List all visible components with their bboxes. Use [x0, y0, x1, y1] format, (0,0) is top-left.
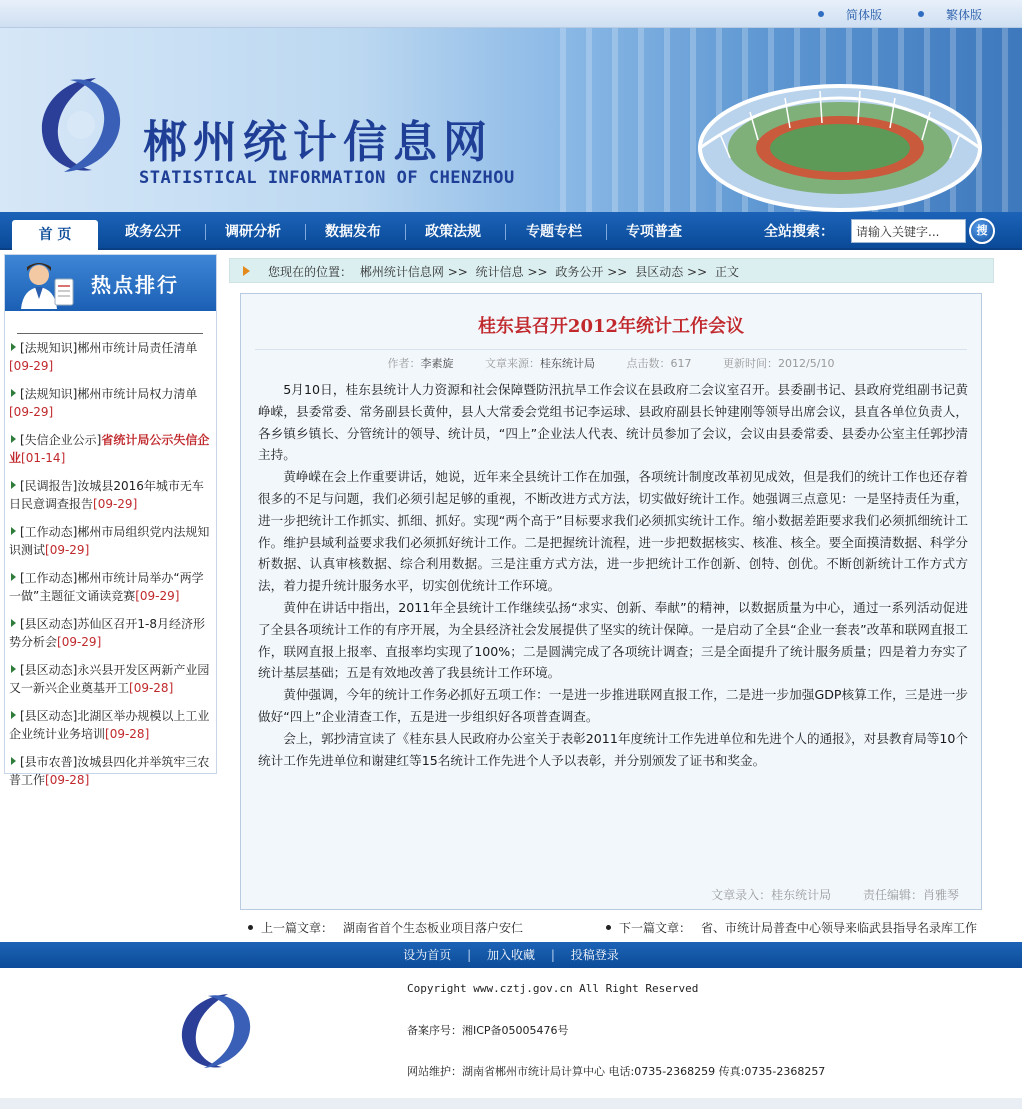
- search-input[interactable]: [851, 219, 966, 243]
- arrow-icon: [11, 711, 16, 719]
- bullet-icon: [918, 11, 924, 17]
- hot-ranking-item[interactable]: [7, 337, 216, 377]
- site-title: 郴州统计信息网: [143, 117, 493, 168]
- article-paragraph: 黄峥嵘在会上作重要讲话，她说，近年来全县统计工作在加强，各项统计制度改革初见成效，但是我们的统计工作也还存着很多的不足与问题，我们必须引起足够的重视，不断改进方式方法，切实做好统计工作。她强调三点意见：一是坚持责任为重，进一步把统计工作抓实、抓细、抓好。实现“两个高于”目标要求我们必须抓实统计工作。缩小数据差距要求我们必须抓细统计工作。维护县域利益要求我们必须抓好统计工作。二是把握统计流程，进一步把数据核实、核准、核全。要全面摸清数据、科学分析数据、认真审核数据、综合利用数据。三是注重方式方法，进一步把统计工作创新、创特、创优。不断创新统计工作方式方法，着力提升统计服务水平，切实创优统计工作环境。: [258, 469, 968, 594]
- hot-ranking-item-date: [09-29]: [135, 589, 180, 603]
- traditional-label: 繁体版: [945, 7, 982, 22]
- prev-article: [248, 919, 523, 936]
- breadcrumb-gov[interactable]: 政务公开: [555, 265, 604, 279]
- hot-ranking-item-date: [09-29]: [93, 497, 138, 511]
- hot-ranking-panel: [4, 254, 217, 787]
- hot-ranking-item[interactable]: [7, 383, 216, 423]
- updated-value: 2012/5/10: [778, 357, 835, 370]
- arrow-icon: [11, 481, 16, 489]
- hot-ranking-title: 热点排行: [91, 273, 179, 297]
- hot-ranking-item-date: [09-28]: [105, 727, 150, 741]
- breadcrumb-sep: >>: [447, 265, 468, 279]
- hot-ranking-item-title[interactable]: [民调报告]汝城县2016年城市无车日民意调查报告: [9, 479, 204, 511]
- nav-research[interactable]: 调研分析: [225, 224, 281, 240]
- nav-home[interactable]: 首 页: [12, 220, 98, 250]
- entry-label: 文章录入：: [711, 888, 772, 902]
- site-logo: [34, 70, 130, 180]
- source-label: 文章来源：: [485, 357, 541, 370]
- set-homepage-link[interactable]: 设为首页: [403, 948, 452, 962]
- arrow-icon: [11, 343, 16, 351]
- hot-ranking-item-date: [01-14]: [21, 451, 66, 465]
- hot-ranking-item-title[interactable]: [工作动态]郴州市统计局举办“两学一做”主题征文诵读竞赛: [9, 571, 204, 603]
- hot-ranking-item-date: [09-28]: [129, 681, 174, 695]
- hot-ranking-item-date: [09-29]: [9, 359, 54, 373]
- add-favorite-link[interactable]: 加入收藏: [486, 948, 535, 962]
- prev-article-link[interactable]: 湖南省首个生态板业项目落户安仁: [343, 921, 524, 935]
- breadcrumb-county[interactable]: 县区动态: [635, 265, 684, 279]
- simplified-label: 简体版: [845, 7, 882, 22]
- breadcrumb-stats-info[interactable]: 统计信息: [475, 265, 524, 279]
- hot-ranking-item[interactable]: [7, 521, 216, 561]
- prev-label: 上一篇文章：: [261, 921, 334, 935]
- hot-ranking-item-title[interactable]: [工作动态]郴州市局组织党内法规知识测试: [9, 525, 210, 557]
- next-article-link[interactable]: 省、市统计局普查中心领导来临武县指导名录库工作: [701, 921, 978, 935]
- stadium-image: [690, 68, 990, 212]
- hot-ranking-item[interactable]: [7, 659, 216, 699]
- arrow-icon: [11, 665, 16, 673]
- breadcrumb-sep: >>: [687, 265, 708, 279]
- nav-divider: [205, 224, 206, 240]
- submit-login-link[interactable]: 投稿登录: [570, 948, 619, 962]
- arrow-icon: [11, 573, 16, 581]
- article-paragraph: 黄仲强调，今年的统计工作务必抓好五项工作：一是进一步推进联网直报工作，二是进一步加强GDP核算工作，三是进一步做好“四上”企业清查工作，五是进一步组织好各项普查调查。: [258, 687, 968, 724]
- nav-divider: [606, 224, 607, 240]
- breadcrumb-home[interactable]: 郴州统计信息网: [359, 265, 444, 279]
- nav-divider: [305, 224, 306, 240]
- footer: [0, 968, 1022, 1109]
- nav-divider: [505, 224, 506, 240]
- site-subtitle: STATISTICAL INFORMATION OF CHENZHOU: [139, 168, 515, 188]
- arrow-icon: [11, 435, 16, 443]
- footer-sep: |: [550, 948, 555, 962]
- nav-data-release[interactable]: 数据发布: [325, 224, 381, 240]
- hot-ranking-item[interactable]: [7, 705, 216, 745]
- hot-ranking-item-date: [09-29]: [57, 635, 102, 649]
- hot-ranking-item[interactable]: [7, 475, 216, 515]
- article-paragraph: 黄仲在讲话中指出，2011年全县统计工作继续弘扬“求实、创新、奉献”的精神，以数据质量为中心，通过一系列活动促进了全县各项统计工作的有序开展，为全县经济社会发展提供了坚实的统计保障。一是启动了全县“企业一套表”改革和联网直报工作，联网直报上报率、直报率均实现了100%；二是圆满完成了各项统计调查；三是全面提升了统计服务质量；四是着力夯实了统计基层基础；五是有效地改善了我县统计工作环境。: [258, 599, 968, 681]
- nav-divider: [405, 224, 406, 240]
- hits-value: 617: [670, 357, 692, 370]
- hot-ranking-item-date: [09-29]: [9, 405, 54, 419]
- article-paragraph: 会上，郭抄清宣读了《桂东县人民政府办公室关于表彰2011年度统计工作先进单位和先进个人的通报》，对县教育局等10个统计工作先进单位和谢建红等15名统计工作先进个人予以表彰，并分别颁发了证书和奖金。: [258, 730, 968, 768]
- article-panel: [240, 293, 982, 910]
- hits-label: 点击数：: [626, 357, 671, 370]
- editor-label: 责任编辑：: [862, 888, 923, 902]
- nav-census[interactable]: 专项普查: [626, 224, 682, 240]
- hot-ranking-item-date: [09-29]: [45, 543, 90, 557]
- hot-ranking-item[interactable]: [7, 567, 216, 607]
- hot-ranking-item-title[interactable]: [县区动态]苏仙区召开1-8月经济形势分析会: [9, 617, 205, 649]
- hot-ranking-item-highlight[interactable]: 省统计局公示失信企业: [9, 433, 210, 465]
- article-paragraph: 5月10日，桂东县统计人力资源和社会保障暨防汛抗旱工作会议在县政府二会议室召开。县委副书记、县政府党组副书记黄峥嵘，县委常委、常务副县长黄仲，县人大常委会党组书记李运球、县政府副县长钟建刚等领导出席会议，县直各单位负责人，各乡镇乡镇长、分管统计的领导、统计员，“四上”企业法人代表、统计员参加了会议，会议由县委常委、县委办公室主任郭抄清主持。: [258, 382, 968, 463]
- simplified-link[interactable]: [818, 6, 882, 23]
- top-strip: [0, 0, 1022, 28]
- hot-ranking-item[interactable]: [7, 751, 216, 791]
- breadcrumb-current: 正文: [714, 265, 739, 279]
- article-body: [258, 379, 968, 771]
- author-label: 作者：: [387, 357, 421, 370]
- arrow-icon: [11, 619, 16, 627]
- editor-value: 肖雅琴: [922, 888, 959, 902]
- arrow-icon: [243, 266, 250, 276]
- next-article: [606, 919, 977, 936]
- hot-ranking-item-title[interactable]: [法规知识]郴州市统计局责任清单: [20, 341, 198, 355]
- article-footer: [711, 886, 959, 903]
- icp-record: 备案序号：湘ICP备05005476号: [407, 1024, 569, 1037]
- breadcrumb-sep: >>: [527, 265, 548, 279]
- hot-ranking-item-title[interactable]: [失信企业公示]: [20, 433, 102, 447]
- person-icon: [17, 259, 77, 309]
- footer-logo: [172, 988, 262, 1072]
- main-nav: [0, 212, 1022, 250]
- arrow-icon: [11, 527, 16, 535]
- author-value: 李素旋: [420, 357, 454, 370]
- next-label: 下一篇文章：: [619, 921, 692, 935]
- bullet-icon: [248, 925, 253, 930]
- hot-ranking-item[interactable]: [7, 429, 216, 469]
- bottom-bar: [0, 1098, 1022, 1109]
- footer-sep: |: [467, 948, 472, 962]
- article-title: 桂东县召开2012年统计工作会议: [477, 316, 745, 337]
- hot-ranking-item-title[interactable]: [县市农普]汝城县四化并举筑牢三农普工作: [9, 755, 210, 787]
- arrow-icon: [11, 757, 16, 765]
- site-banner: [0, 28, 1022, 212]
- footer-nav: [0, 942, 1022, 968]
- divider: [255, 349, 967, 350]
- source-value: 桂东统计局: [540, 357, 596, 370]
- updated-label: 更新时间：: [723, 357, 779, 370]
- hot-ranking-list: [7, 337, 216, 797]
- search-label: 全站搜索：: [764, 224, 834, 240]
- divider: [17, 333, 203, 334]
- article-meta: [241, 355, 981, 371]
- maintainer-info: 网站维护：湖南省郴州市统计局计算中心 电话:0735-2368259 传真:0735-2368257: [407, 1065, 826, 1078]
- nav-policy[interactable]: 政策法规: [425, 224, 481, 240]
- bullet-icon: [818, 11, 824, 17]
- nav-government[interactable]: 政务公开: [125, 224, 181, 240]
- breadcrumb-label: 您现在的位置：: [268, 265, 353, 279]
- hot-ranking-header: [5, 255, 216, 311]
- breadcrumb: [229, 258, 994, 283]
- traditional-link[interactable]: [918, 6, 982, 23]
- hot-ranking-item-title[interactable]: [县区动态]北湖区举办规模以上工业企业统计业务培训: [9, 709, 210, 741]
- bullet-icon: [606, 925, 611, 930]
- entry-value: 桂东统计局: [771, 888, 832, 902]
- search-button[interactable]: 搜: [969, 218, 995, 244]
- nav-topics[interactable]: 专题专栏: [526, 224, 582, 240]
- arrow-icon: [11, 389, 16, 397]
- hot-ranking-item-title[interactable]: [县区动态]永兴县开发区两新产业园又一新兴企业奠基开工: [9, 663, 210, 695]
- breadcrumb-sep: >>: [607, 265, 628, 279]
- hot-ranking-item-title[interactable]: [法规知识]郴州市统计局权力清单: [20, 387, 198, 401]
- hot-ranking-item-date: [09-28]: [45, 773, 90, 787]
- hot-ranking-item[interactable]: [7, 613, 216, 653]
- copyright: Copyright www.cztj.gov.cn All Right Reserved: [407, 982, 699, 995]
